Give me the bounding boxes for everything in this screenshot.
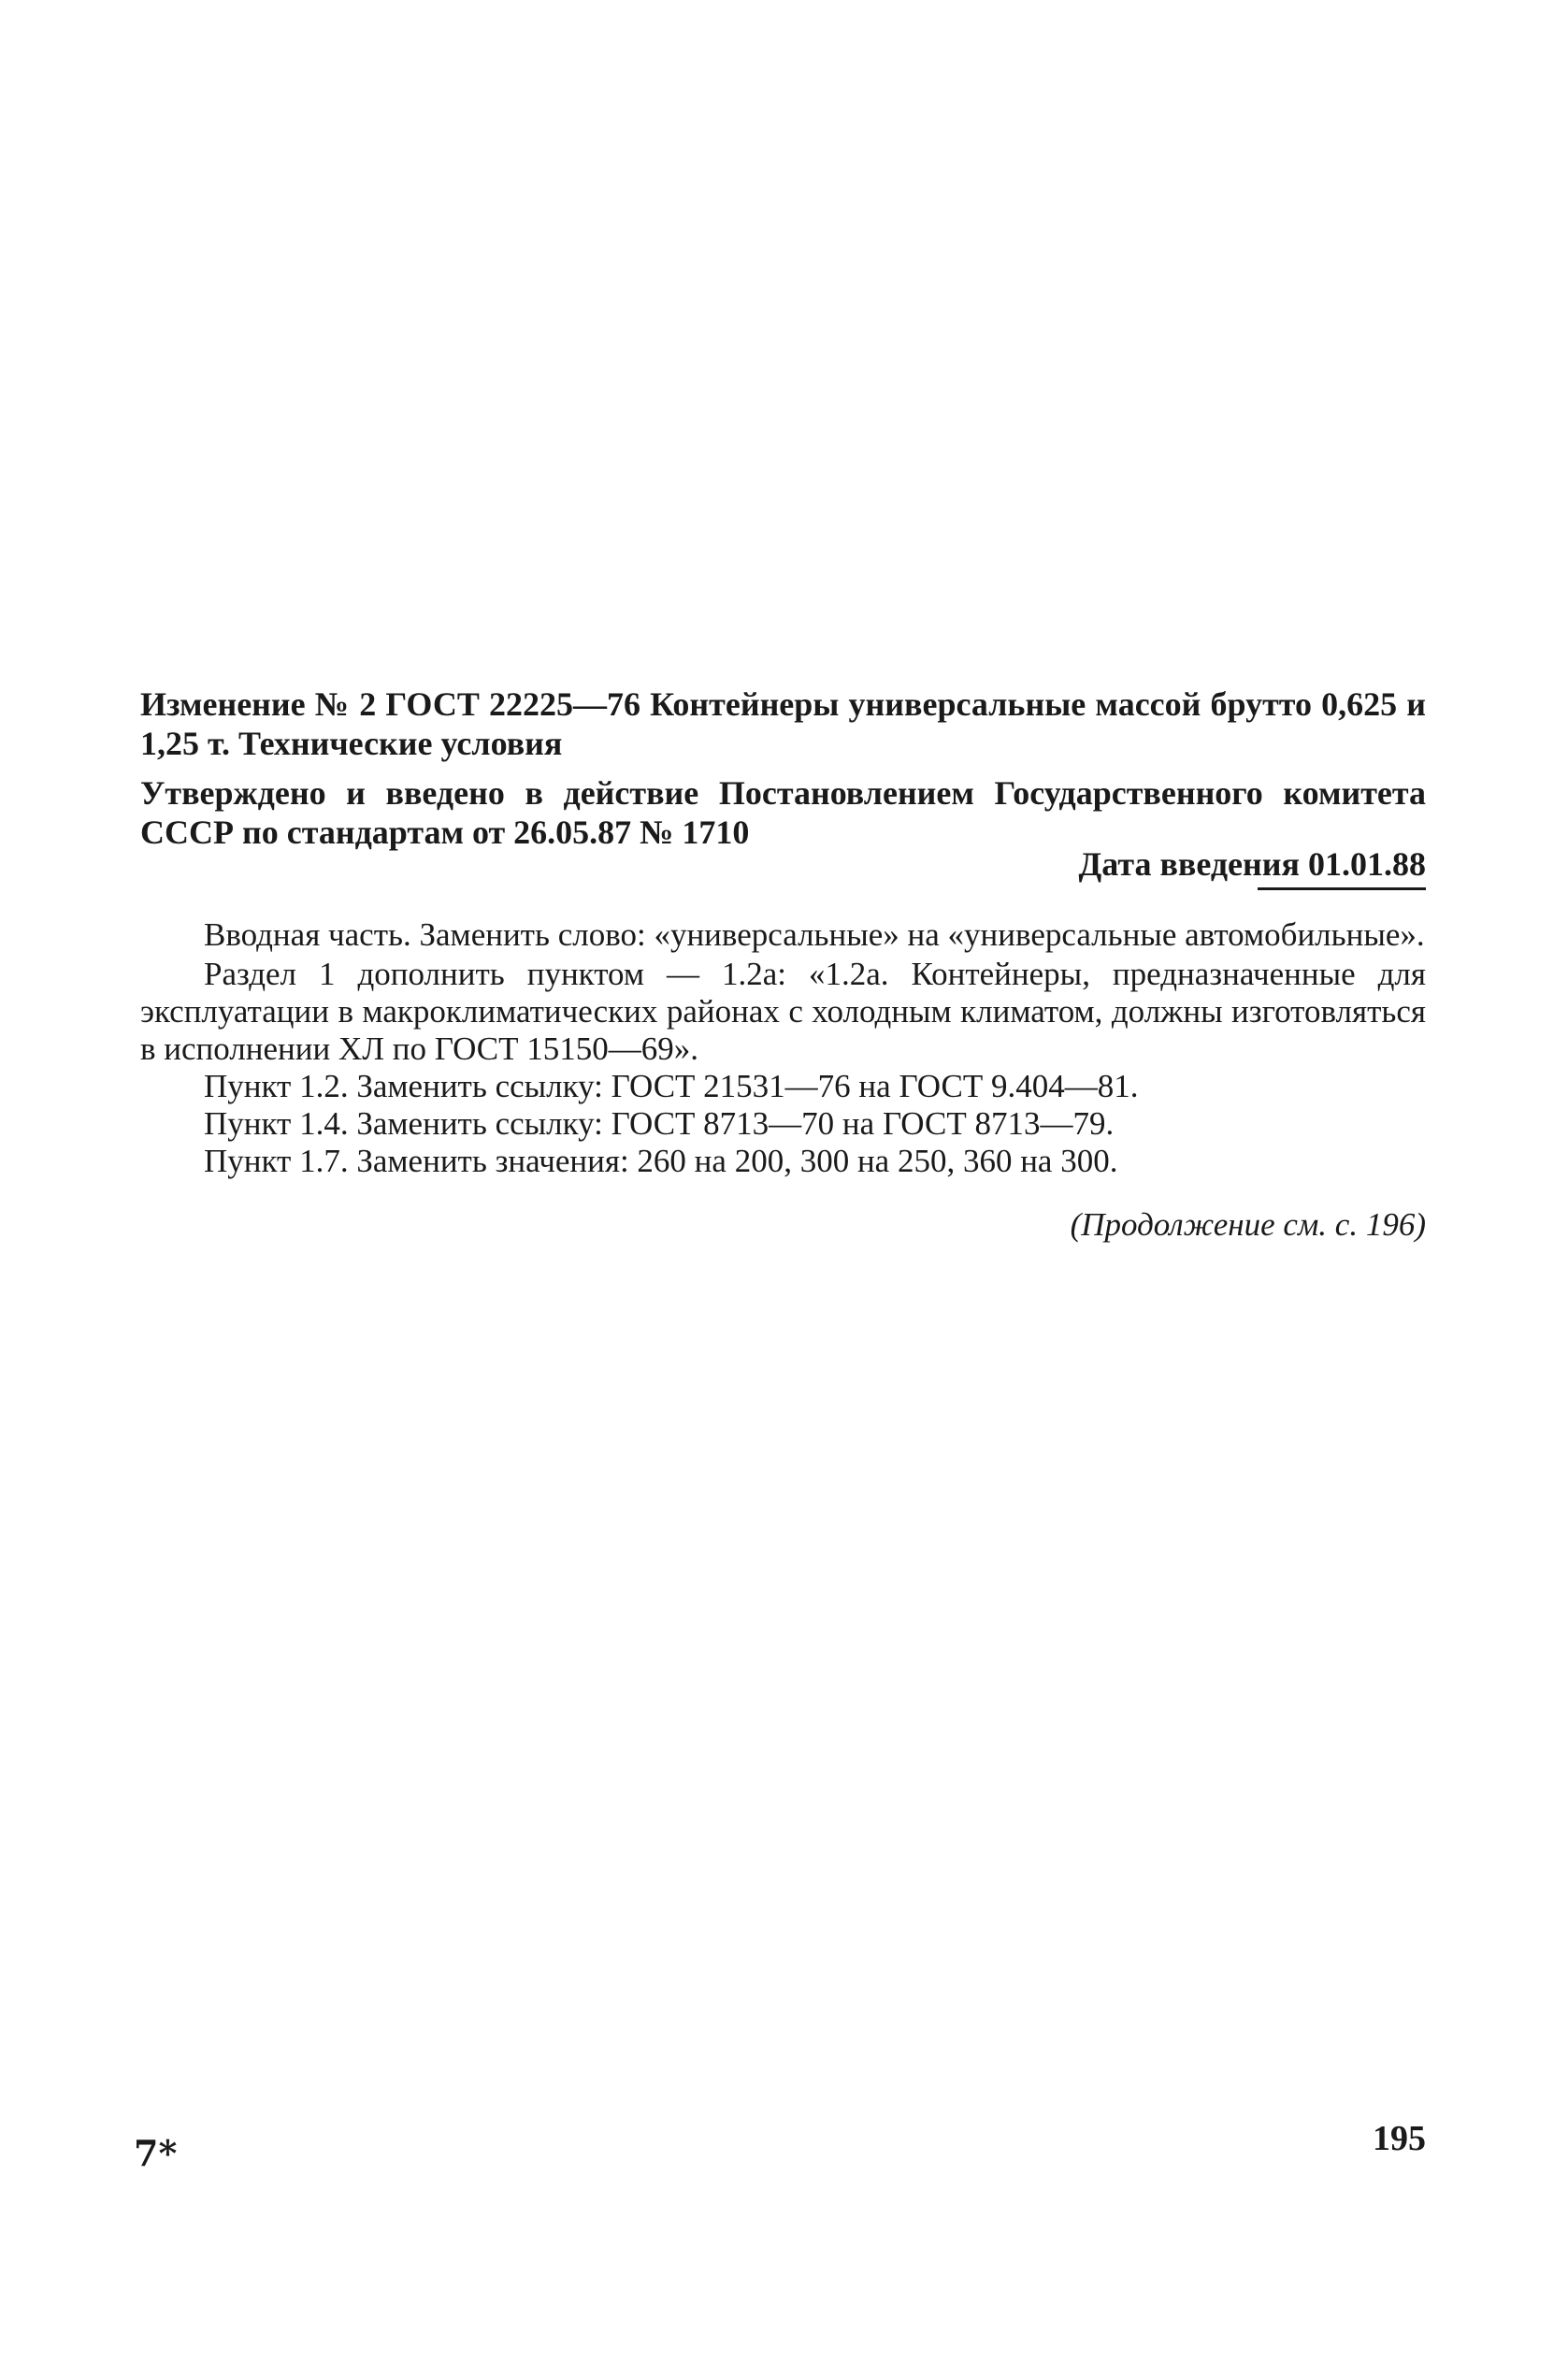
paragraph-item-1-2: Пункт 1.2. Заменить ссылку: ГОСТ 21531—76 на ГОСТ 9.404—81.: [204, 1068, 1139, 1104]
paragraph-item-1-4: Пункт 1.4. Заменить ссылку: ГОСТ 8713—70 на ГОСТ 8713—79.: [204, 1105, 1115, 1142]
amendment-header: Изменение № 2 ГОСТ 22225—76 Контейнеры универсальные массой брутто 0,625 и 1,25 т. Технические условия: [140, 685, 1426, 762]
footer-signature-mark: 7*: [134, 2132, 178, 2174]
amendment-body: [140, 916, 1426, 1180]
continuation-note: (Продолжение см. с. 196): [1070, 1206, 1426, 1243]
approval-statement: Утверждено и введено в действие Постановлением Государственного комитета СССР по стандартам от 26.05.87 № 1710: [140, 774, 1426, 851]
effective-date: Дата введения 01.01.88: [1078, 845, 1426, 883]
paragraph-item-1-7: Пункт 1.7. Заменить значения: 260 на 200, 300 на 250, 360 на 300.: [204, 1143, 1118, 1179]
date-underline: [1258, 887, 1426, 890]
paragraph-introduction: Вводная часть. Заменить слово: «универсальные» на «универсальные автомобильные».: [204, 916, 1425, 953]
page-number: 195: [1373, 2119, 1426, 2158]
paragraph-section-1: Раздел 1 дополнить пунктом — 1.2а: «1.2а. Контейнеры, предназначенные для эксплуатации в макроклиматических районах с холодным климатом, должны изготовляться в исполнении ХЛ по ГОСТ 15150—69».: [140, 956, 1426, 1067]
